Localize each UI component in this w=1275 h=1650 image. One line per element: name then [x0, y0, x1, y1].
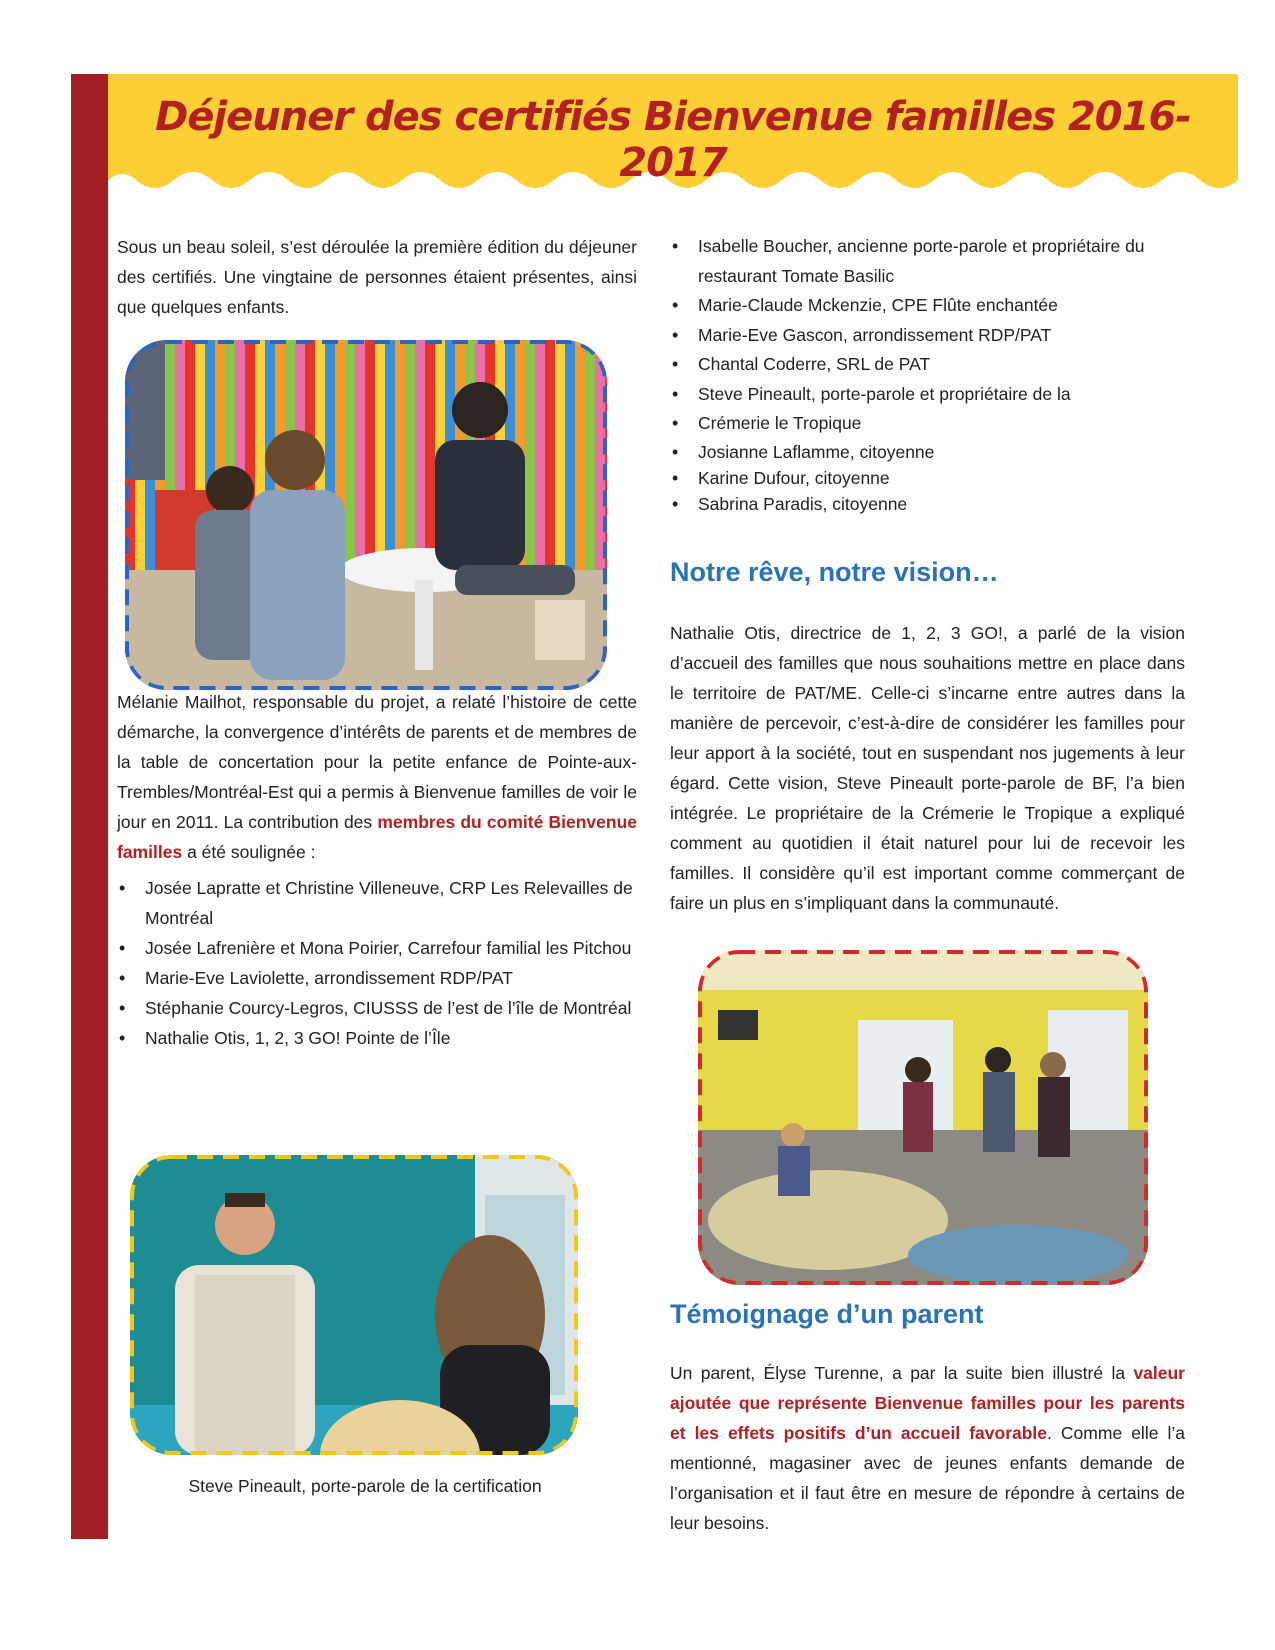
left-accent-bar [71, 74, 108, 1539]
photo-steve-pineault [130, 1155, 578, 1455]
list-item: • Sabrina Paradis, citoyenne [670, 491, 1185, 517]
list-item: • Crémerie le Tropique [670, 409, 1185, 439]
page-title: Déjeuner des certifiés Bienvenue familles 2016-2017 [155, 94, 1191, 186]
testimony-heading: Témoignage d’un parent [670, 1299, 984, 1329]
photo-breakfast-room [698, 950, 1148, 1285]
list-item: • Marie-Claude Mckenzie, CPE Flûte enchantée [670, 291, 1185, 321]
list-item: • Isabelle Boucher, ancienne porte-parole et propriétaire du restaurant Tomate Basilic [670, 232, 1185, 291]
intro-paragraph: Sous un beau soleil, s’est déroulée la première édition du déjeuner des certifiés. Une vingtaine de personnes étaient présentes, ainsi que quelques enfants. [117, 237, 637, 317]
list-item: • Steve Pineault, porte-parole et propriétaire de la [670, 380, 1185, 410]
list-item: • Josianne Laflamme, citoyenne [670, 439, 1185, 465]
vision-paragraph: Nathalie Otis, directrice de 1, 2, 3 GO!, a parlé de la vision d’accueil des familles que nous souhaitions mettre en place dans le territoire de PAT/ME. Celle-ci s’incarne entre autres dans la manière de percevoir, c’est-à-dire de considérer les familles pour leur apport à la société, tout en suspendant nos jugements à leur égard. Cette vision, Steve Pineault porte-parole de BF, l’a bien intégrée. Le propriétaire de la Crémerie le Tropique a expliqué comment au quotidien il était naturel pour lui de recevoir les familles. Il considère qu’il est important comme commerçant de faire un plus en s’impliquant dans la communauté. [670, 623, 1185, 913]
committee-highlight: membres du comité Bienvenue familles [117, 812, 637, 862]
photo-caption: Steve Pineault, porte-parole de la certification [188, 1476, 542, 1496]
vision-heading: Notre rêve, notre vision… [670, 557, 999, 587]
photo-children-table [125, 340, 607, 690]
testimony-paragraph: Un parent, Élyse Turenne, a par la suite bien illustré la valeur ajoutée que représente Bienvenue familles pour les parents et les effets positifs d’un accueil favorable. Comme elle l’a mentionné, magasiner avec de jeunes enfants demande de l’organisation et il faut être en mesure de répondre à certains de leur besoins. [670, 1363, 1185, 1533]
list-item: • Josée Lafrenière et Mona Poirier, Carrefour familial les Pitchou [117, 933, 637, 963]
list-item: • Chantal Coderre, SRL de PAT [670, 350, 1185, 380]
list-item: • Nathalie Otis, 1, 2, 3 GO! Pointe de l’Île [117, 1023, 637, 1053]
testimony-highlight: valeur ajoutée que représente Bienvenue familles pour les parents et les effets positifs d’un accueil favorable [670, 1363, 1185, 1443]
list-item: • Josée Lapratte et Christine Villeneuve, CRP Les Relevailles de Montréal [117, 873, 637, 933]
committee-list-continued [670, 232, 1185, 517]
history-paragraph: Mélanie Mailhot, responsable du projet, a relaté l’histoire de cette démarche, la convergence d’intérêts de parents et de membres de la table de concertation pour la petite enfance de Pointe-aux-Trembles/Montréal-Est qui a permis à Bienvenue familles de voir le jour en 2011. La contribution des membres du comité Bienvenue familles a été soulignée : [117, 692, 637, 862]
committee-list [117, 873, 637, 1053]
header-banner [108, 74, 1238, 196]
list-item: • Marie-Eve Laviolette, arrondissement RDP/PAT [117, 963, 637, 993]
list-item: • Karine Dufour, citoyenne [670, 465, 1185, 491]
list-item: • Stéphanie Courcy-Legros, CIUSSS de l’est de l’île de Montréal [117, 993, 637, 1023]
list-item: • Marie-Eve Gascon, arrondissement RDP/PAT [670, 321, 1185, 351]
